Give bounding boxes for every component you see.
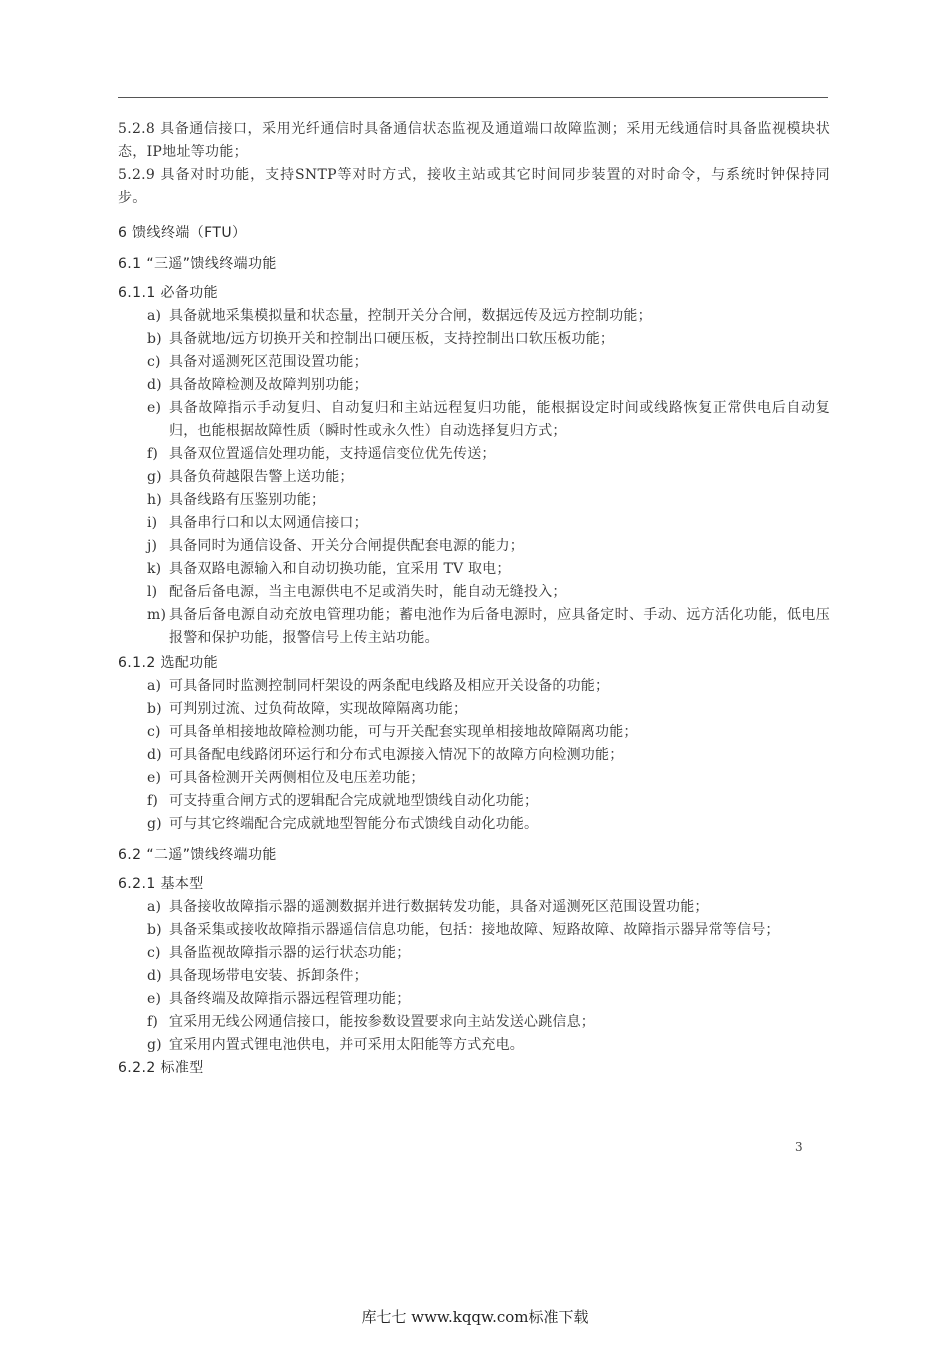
list-item-text: 可支持重合闸方式的逻辑配合完成就地型馈线自动化功能； — [169, 793, 539, 809]
list-item — [118, 813, 830, 836]
list-item-text: 具备后备电源自动充放电管理功能；蓄电池作为后备电源时，应具备定时、手动、远方活化功能，低电压报警和保护功能，报警信号上传主站功能。 — [169, 607, 830, 646]
list-item-marker: j) — [147, 538, 158, 554]
list-item-text: 可具备检测开关两侧相位及电压差功能； — [169, 770, 425, 786]
list-item-text: 可与其它终端配合完成就地型智能分布式馈线自动化功能。 — [169, 816, 539, 832]
list-item — [118, 767, 830, 790]
heading-6-1: 6.1 “三遥”馈线终端功能 — [118, 256, 277, 272]
list-item — [118, 988, 830, 1011]
list-item-marker: f) — [147, 446, 159, 462]
list-item-marker: b) — [147, 922, 162, 938]
heading-6-2: 6.2 “二遥”馈线终端功能 — [118, 847, 277, 863]
list-item — [118, 535, 830, 558]
heading-6-1-2: 6.1.2 选配功能 — [118, 655, 219, 671]
list-item-marker: h) — [147, 492, 162, 508]
list-item — [118, 489, 830, 512]
list-item-text: 具备线路有压鉴别功能； — [169, 492, 326, 508]
list-item-text: 具备双位置遥信处理功能，支持遥信变位优先传送； — [169, 446, 496, 462]
list-item — [118, 1011, 830, 1034]
list-item-text: 具备就地/远方切换开关和控制出口硬压板，支持控制出口软压板功能； — [169, 331, 615, 347]
list-item-text: 具备同时为通信设备、开关分合闸提供配套电源的能力； — [169, 538, 524, 554]
list-item — [118, 896, 830, 919]
list-item-marker: f) — [147, 1014, 159, 1030]
list-item-marker: e) — [147, 400, 162, 416]
list-item-marker: i) — [147, 515, 158, 531]
list-6-1-1 — [118, 305, 830, 650]
list-item-marker: m) — [147, 607, 167, 623]
list-item — [118, 558, 830, 581]
list-item — [118, 466, 830, 489]
list-item-marker: e) — [147, 991, 162, 1007]
footer-watermark: 库七七 www.kqqw.com标准下载 — [361, 1308, 589, 1326]
heading-6-2-1: 6.2.1 基本型 — [118, 876, 204, 892]
list-item-text: 具备采集或接收故障指示器遥信信息功能，包括：接地故障、短路故障、故障指示器异常等信号； — [169, 922, 780, 938]
clause-5-2-8: 5.2.8 具备通信接口，采用光纤通信时具备通信状态监视及通道端口故障监测；采用无线通信时具备监视模块状态，IP地址等功能； — [118, 121, 830, 160]
list-item-marker: g) — [147, 816, 162, 832]
list-item-marker: c) — [147, 724, 161, 740]
list-item-marker: c) — [147, 354, 161, 370]
page-number: 3 — [795, 1140, 803, 1154]
list-item-text: 宜采用无线公网通信接口，能按参数设置要求向主站发送心跳信息； — [169, 1014, 595, 1030]
list-item-marker: a) — [147, 899, 162, 915]
list-item-text: 可具备同时监测控制同杆架设的两条配电线路及相应开关设备的功能； — [169, 678, 610, 694]
list-item — [118, 305, 830, 328]
list-item-marker: f) — [147, 793, 159, 809]
heading-6: 6 馈线终端（FTU） — [118, 225, 247, 241]
list-item — [118, 744, 830, 767]
list-item-text: 具备现场带电安装、拆卸条件； — [169, 968, 368, 984]
list-item-marker: g) — [147, 469, 162, 485]
list-item-text: 具备对遥测死区范围设置功能； — [169, 354, 368, 370]
list-item-text: 可具备配电线路闭环运行和分布式电源接入情况下的故障方向检测功能； — [169, 747, 624, 763]
list-item — [118, 790, 830, 813]
list-item-text: 具备监视故障指示器的运行状态功能； — [169, 945, 411, 961]
list-item — [118, 675, 830, 698]
list-item — [118, 942, 830, 965]
clause-5-2-9: 5.2.9 具备对时功能，支持SNTP等对时方式，接收主站或其它时间同步装置的对时命令，与系统时钟保持同步。 — [118, 167, 830, 206]
list-item-text: 具备接收故障指示器的遥测数据并进行数据转发功能，具备对遥测死区范围设置功能； — [169, 899, 709, 915]
list-item-text: 具备串行口和以太网通信接口； — [169, 515, 368, 531]
list-6-1-2 — [118, 675, 830, 836]
list-item-text: 具备终端及故障指示器远程管理功能； — [169, 991, 411, 1007]
list-item — [118, 604, 830, 650]
list-item-text: 具备就地采集模拟量和状态量，控制开关分合闸，数据远传及远方控制功能； — [169, 308, 652, 324]
list-item — [118, 351, 830, 374]
list-item — [118, 581, 830, 604]
list-item-text: 可判别过流、过负荷故障，实现故障隔离功能； — [169, 701, 468, 717]
header-rule — [118, 97, 828, 98]
list-item-marker: l) — [147, 584, 158, 600]
list-item-text: 具备双路电源输入和自动切换功能，宜采用 TV 取电； — [169, 561, 511, 577]
list-item-marker: k) — [147, 561, 162, 577]
list-item-text: 具备故障指示手动复归、自动复归和主站远程复归功能，能根据设定时间或线路恢复正常供电后自动复归，也能根据故障性质（瞬时性或永久性）自动选择复归方式； — [169, 400, 830, 439]
list-item — [118, 512, 830, 535]
list-item — [118, 1034, 830, 1057]
list-item — [118, 919, 830, 942]
list-item-marker: d) — [147, 747, 162, 763]
list-item-marker: b) — [147, 331, 162, 347]
list-item-text: 具备故障检测及故障判别功能； — [169, 377, 368, 393]
list-item-marker: c) — [147, 945, 161, 961]
list-item-marker: e) — [147, 770, 162, 786]
list-item-text: 宜采用内置式锂电池供电，并可采用太阳能等方式充电。 — [169, 1037, 524, 1053]
list-item — [118, 328, 830, 351]
list-item-text: 具备负荷越限告警上送功能； — [169, 469, 354, 485]
list-item — [118, 698, 830, 721]
list-item-marker: d) — [147, 377, 162, 393]
list-item — [118, 721, 830, 744]
list-6-2-1 — [118, 896, 830, 1057]
list-item-marker: d) — [147, 968, 162, 984]
list-item-marker: b) — [147, 701, 162, 717]
list-item-text: 配备后备电源，当主电源供电不足或消失时，能自动无缝投入； — [169, 584, 567, 600]
list-item — [118, 965, 830, 988]
heading-6-2-2: 6.2.2 标准型 — [118, 1060, 204, 1076]
heading-6-1-1: 6.1.1 必备功能 — [118, 285, 219, 301]
list-item-marker: a) — [147, 678, 162, 694]
list-item-marker: a) — [147, 308, 162, 324]
list-item — [118, 397, 830, 443]
list-item — [118, 374, 830, 397]
list-item-marker: g) — [147, 1037, 162, 1053]
page-content — [118, 118, 830, 1080]
list-item — [118, 443, 830, 466]
list-item-text: 可具备单相接地故障检测功能，可与开关配套实现单相接地故障隔离功能； — [169, 724, 638, 740]
